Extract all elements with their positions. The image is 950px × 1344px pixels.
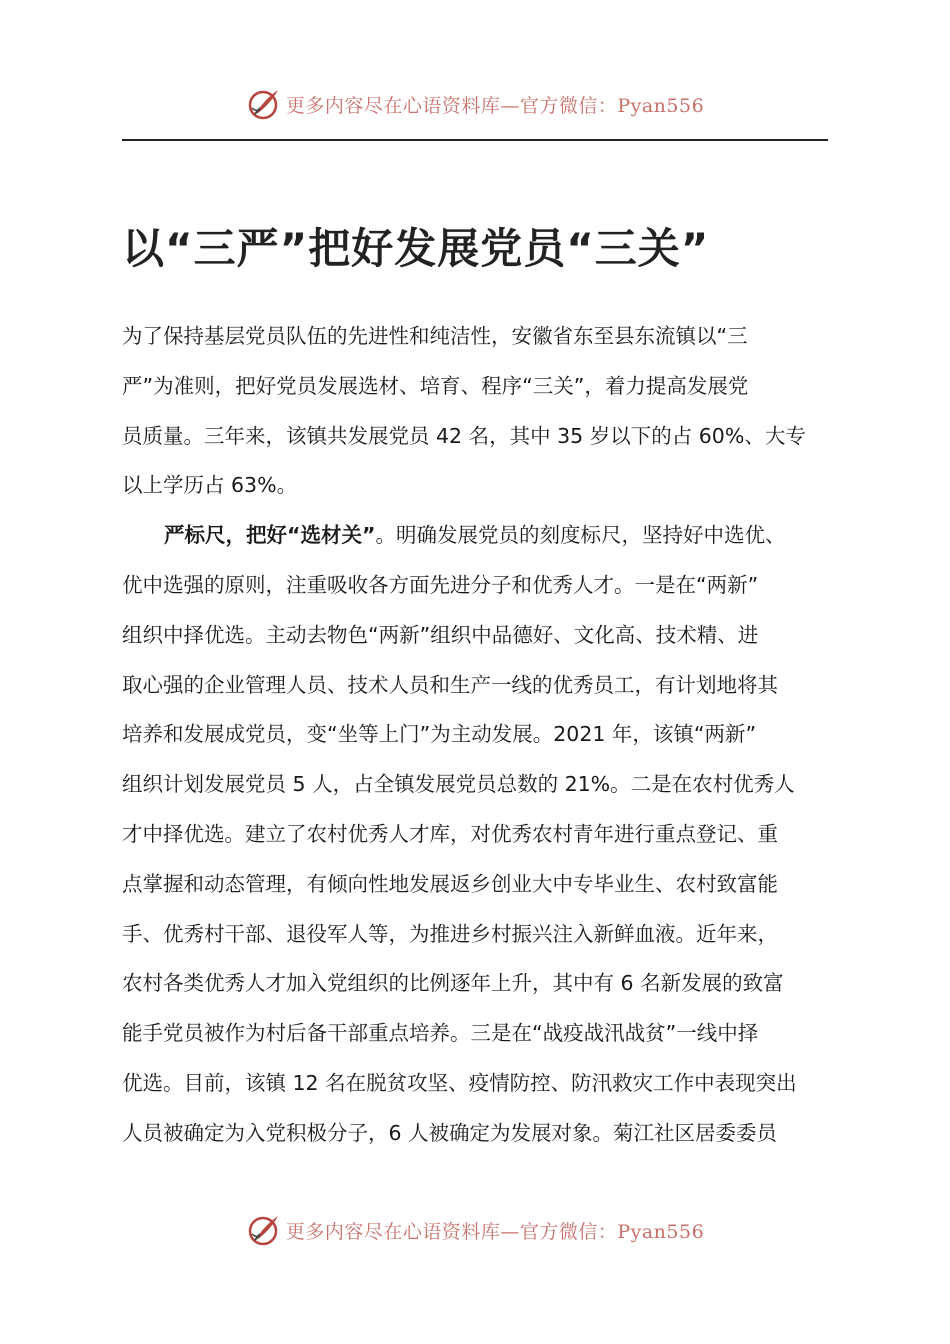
paragraph-1-line: 以上学历占 63%。 [122, 473, 298, 498]
paragraph-2-line: 培养和发展成党员，变“坐等上门”为主动发展。2021 年，该镇“两新” [122, 722, 757, 747]
paragraph-2-line: 能手党员被作为村后备干部重点培养。三是在“战疫战汛战贫”一线中择 [122, 1021, 759, 1046]
article-title: 以“三严”把好发展党员“三关” [122, 224, 710, 273]
footer-watermark-banner [0, 1210, 950, 1250]
quill-logo-icon [246, 86, 282, 122]
paragraph-2-line: 取心强的企业管理人员、技术人员和生产一线的优秀员工，有计划地将其 [122, 672, 778, 697]
paragraph-1-line: 为了保持基层党员队伍的先进性和纯洁性，安徽省东至县东流镇以“三 [122, 324, 748, 348]
paragraph-2-line: 组织中择优选。主动去物色“两新”组织中品德好、文化高、技术精、进 [122, 622, 759, 647]
paragraph-2-first-line [122, 511, 828, 561]
quill-logo-icon [246, 1212, 282, 1248]
header-watermark-banner [0, 84, 950, 124]
paragraph-1-line: 员质量。三年来，该镇共发展党员 42 名，其中 35 岁以下的占 60%、大专 [122, 423, 806, 448]
paragraph-2-line: 组织计划发展党员 5 人，占全镇发展党员总数的 21%。二是在农村优秀人 [122, 772, 795, 797]
paragraph-2-line: 优中选强的原则，注重吸收各方面先进分子和优秀人才。一是在“两新” [122, 572, 759, 597]
paragraph-2-line: 农村各类优秀人才加入党组织的比例逐年上升，其中有 6 名新发展的致富 [122, 971, 784, 996]
watermark-text: 更多内容尽在心语资料库—官方微信：Pyan556 [285, 1220, 705, 1243]
section-heading-inline: 严标尺，把好“选材关” [164, 523, 376, 548]
article-body [122, 312, 828, 1159]
paragraph-2-line: 优选。目前，该镇 12 名在脱贫攻坚、疫情防控、防汛救灾工作中表现突出 [122, 1070, 797, 1095]
watermark-text: 更多内容尽在心语资料库—官方微信：Pyan556 [285, 94, 705, 117]
header-divider [122, 139, 828, 141]
paragraph-2-lead-text: 。明确发展党员的刻度标尺，坚持好中选优、 [375, 523, 786, 548]
paragraph-2-line: 手、优秀村干部、退役军人等，为推进乡村振兴注入新鲜血液。近年来， [122, 921, 778, 946]
paragraph-2-line: 才中择优选。建立了农村优秀人才库，对优秀农村青年进行重点登记、重 [122, 821, 778, 846]
paragraph-2-line: 点掌握和动态管理，有倾向性地发展返乡创业大中专毕业生、农村致富能 [122, 871, 778, 896]
paragraph-2-line: 人员被确定为入党积极分子，6 人被确定为发展对象。菊江社区居委委员 [122, 1120, 778, 1145]
paragraph-1-line: 严”为准则，把好党员发展选材、培育、程序“三关”，着力提高发展党 [122, 373, 749, 398]
